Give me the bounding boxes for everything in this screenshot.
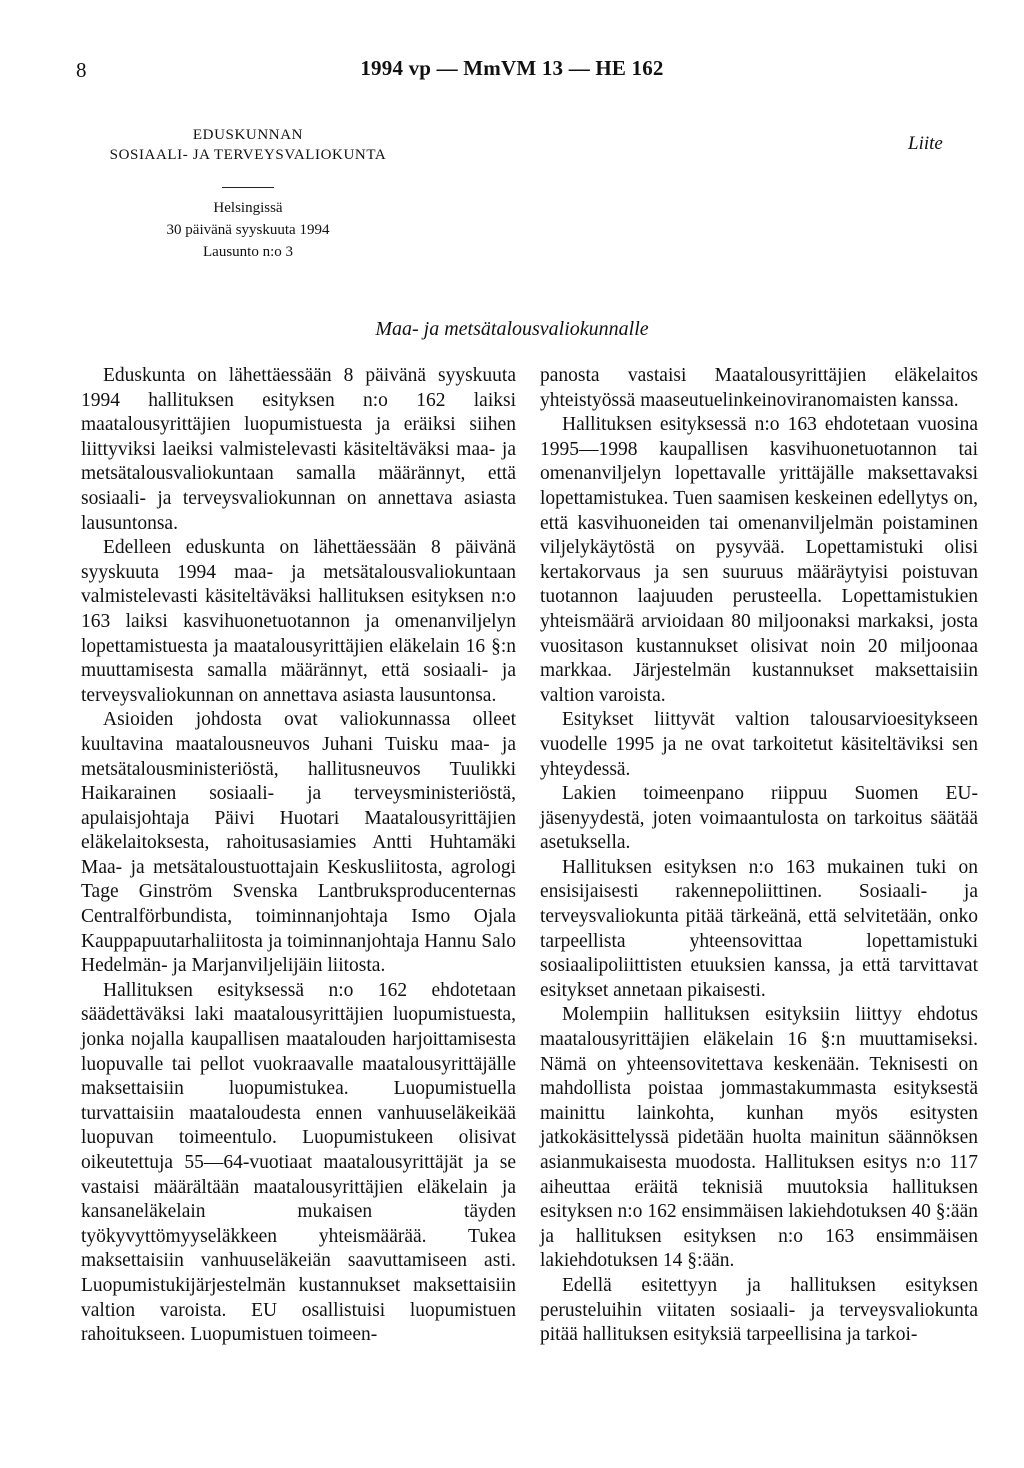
statement-number: Lausunto n:o 3 [203, 244, 293, 260]
sender-block [60, 125, 436, 263]
appendix-label: Liite [908, 133, 943, 154]
running-head: 1994 vp — MmVM 13 — HE 162 [360, 56, 664, 80]
right-column [540, 364, 978, 1348]
paragraph: Hallituksen esityksessä n:o 163 ehdotetaan vuosina 1995—1998 kaupallisen kasvihuonetuotannon tai omenanviljelyn lopettavalle yrittäjälle maksettavaksi lopettamistukea. Tuen saamisen keskeinen edellytys on, että kasvihuoneiden tai omenanviljelmän poistaminen viljelykäytöstä on pysyvää. Lopettamistuki olisi kertakorvaus ja sen suuruus määräytyisi poistuvan tuotannon laajuuden perusteella. Lopettamistukien yhteismäärä arvioidaan 80 miljoonaksi markaksi, josta vuositason kustannukset olisivat noin 20 miljoonaa markkaa. Järjestelmän kustannukset maksettaisiin valtion varoista. [540, 414, 978, 706]
paragraph: Molempiin hallituksen esityksiin liittyy ehdotus maatalousyrittäjien eläkelain 16 §:n muuttamiseksi. Nämä on yhteensovitettava keskenään. Teknisesti on mahdollista poistaa jommastakummasta esityksestä mainittu lainkohta, kunhan myös esitysten jatkokäsittelyssä pidetään huolta mainitun säännöksen asianmukaisesta muodosta. Hallituksen esitys n:o 117 aiheuttaa eräitä teknisiä muutoksia hallituksen esityksen n:o 162 ensimmäisen lakiehdotuksen 40 §:ään ja hallituksen esityksen n:o 163 ensimmäisen lakiehdotuksen 14 §:ään. [540, 1004, 978, 1272]
sender-line-2: SOSIAALI- JA TERVEYSVALIOKUNTA [109, 147, 387, 163]
paragraph: Hallituksen esityksessä n:o 162 ehdotetaan säädettäväksi laki maatalousyrittäjien luopumistuesta, jonka nojalla kaupallisen maatalouden harjoittamisesta luopuvalle tai pellot vuokraavalle maatalousyrittäjälle maksettaisiin luopumistukea. Luopumistuella turvattaisiin maataloudesta ennen vanhuuseläkeikää luopuvan toimeentulo. Luopumistukeen olisivat oikeutettuja 55—64-vuotiaat maatalousyrittäjät ja se vastaisi määrältään maatalousyrittäjien eläkelain ja kansaneläkelain mukaisen täyden työkyvyttömyyseläkkeen yhteismäärää. Tukea maksettaisiin vanhuuseläkeiän saavuttamiseen asti. Luopumistukijärjestelmän kustannukset maksettaisiin valtion varoista. EU osallistuisi luopumistuen rahoitukseen. Luopumistuen toimeen- [81, 979, 516, 1346]
divider-rule [222, 187, 274, 188]
paragraph: Edellä esitettyyn ja hallituksen esityksen perusteluihin viitaten sosiaali- ja terveysvaliokunta pitää hallituksen esityksiä tarpeellisina ja tarkoi- [540, 1274, 978, 1346]
paragraph: Lakien toimeenpano riippuu Suomen EU-jäsenyydestä, joten voimaantulosta on tarkoitus säätää asetuksella. [540, 783, 978, 854]
paragraph-continuation: panosta vastaisi Maatalousyrittäjien eläkelaitos yhteistyössä maaseutuelinkeinoviranomaisten kanssa. [540, 365, 978, 411]
left-column [81, 364, 516, 1348]
page-number: 8 [76, 58, 87, 82]
paragraph: Eduskunta on lähettäessään 8 päivänä syyskuuta 1994 hallituksen esityksen n:o 162 laiksi maatalousyrittäjien luopumistuesta ja eräiksi siihen liittyviksi laeiksi valmistelevasti käsiteltäväksi maa- ja metsätalousvaliokuntaan samalla määrännyt, että sosiaali- ja terveysvaliokunnan on annettava asiasta lausuntonsa. [81, 365, 516, 534]
sender-date: 30 päivänä syyskuuta 1994 [166, 222, 330, 238]
paragraph: Asioiden johdosta ovat valiokunnassa olleet kuultavina maatalousneuvos Juhani Tuisku maa- ja metsätalousministeriöstä, hallitusneuvos Tuulikki Haikarainen sosiaali- ja terveysministeriöstä, apulaisjohtaja Päivi Huotari Maatalousyrittäjien eläkelaitoksesta, rahoitusasiamies Antti Huhtamäki Maa- ja metsätaloustuottajain Keskusliitosta, agrologi Tage Ginström Svenska Lantbruksproducenternas Centralförbundista, toiminnanjohtaja Ismo Ojala Kauppapuutarhaliitosta ja toiminnanjohtaja Hannu Salo Hedelmän- ja Marjanviljelijäin liitosta. [81, 709, 516, 977]
paragraph: Esitykset liittyvät valtion talousarvioesitykseen vuodelle 1995 ja ne ovat tarkoitetut käsiteltäviksi sen yhteydessä. [540, 709, 978, 780]
paragraph: Edelleen eduskunta on lähettäessään 8 päivänä syyskuuta 1994 maa- ja metsätalousvaliokuntaan valmistelevasti käsiteltäväksi hallituksen esityksen n:o 163 laiksi kasvihuonetuotannon ja omenanviljelyn lopettamistuesta ja maatalousyrittäjien eläkelain 16 §:n muuttamisesta samalla määrännyt, että sosiaali- ja terveysvaliokunnan on annettava asiasta lausuntonsa. [81, 537, 516, 706]
sender-line-1: EDUSKUNNAN [192, 127, 304, 143]
paragraph: Hallituksen esityksen n:o 163 mukainen tuki on ensisijaisesti rakennepoliittinen. Sosiaali- ja terveysvaliokunta pitää tärkeänä, että selvitetään, onko tarpeellista yhteensovittaa lopettamistuki sosiaalipoliittisten etuuksien kanssa, ja että tarvittavat esitykset annetaan pikaisesti. [540, 856, 978, 1001]
addressee: Maa- ja metsätalousvaliokunnalle [375, 318, 649, 340]
sender-place: Helsingissä [213, 200, 283, 216]
